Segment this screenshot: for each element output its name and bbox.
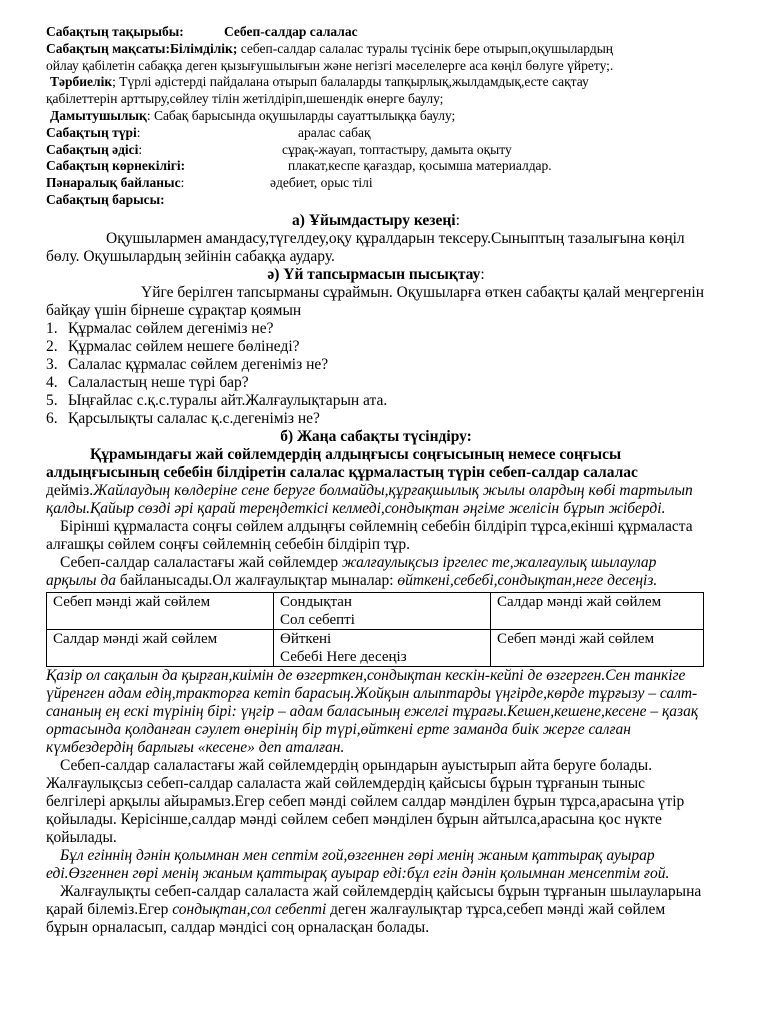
paragraph-4: Жалғаулықты себеп-салдар салаласта жай сөйлемдердің қайсысы бұрын тұрғанын шылауларына қарай білеміз.Егер сондықтан,сол себепті деген жалғаулықтар тұрса,себеп мәнді жай сөйлем бұрын орналасып, салдар мәндісі соң орналасқан болады.: [46, 882, 702, 936]
definition-paragraph: Құрамындағы жай сөйлемдердің алдыңғысы соңғысының немесе соңғысы алдыңғысының себебін білдіретін салалас құрмаластың түрін себеп-салдар салалас дейміз.Жайлаудың көлдеріне сене беруге болмайды,құрғақшылық жылы олардың көбі тартылып қалды.Қайыр сөзді әрі қарай тереңдеткісі келмеді,сондықтан әңгіме желісін бұрып жіберді.: [46, 445, 693, 517]
topic-value: Себеп-салдар салалас: [224, 24, 358, 39]
table-cell: Себеп мәнді жай сөйлем: [491, 629, 704, 666]
method-row: Сабақтың әдісі: сұрақ-жауап, топтастыру, дамыта оқыту: [46, 141, 512, 157]
method-label: Сабақтың әдісі: [46, 141, 139, 157]
type-row: Сабақтың түрі: аралас сабақ: [46, 124, 371, 140]
developing-text: : Сабақ барысында оқушыларды сауаттылыққа баулу;: [146, 107, 456, 123]
goal-label: Сабақтың мақсаты:Білімділік;: [46, 40, 238, 56]
homework-questions: [46, 320, 706, 428]
table-cell: Себеп мәнді жай сөйлем: [47, 592, 274, 629]
visual-label: Сабақтың көрнекілігі:: [46, 158, 186, 174]
table-cell: Салдар мәнді жай сөйлем: [491, 592, 704, 629]
type-label: Сабақтың түрі: [46, 124, 137, 140]
visual-row: [46, 158, 706, 175]
example-1: Жайлаудың көлдеріне сене беруге болмайды,құрғақшылық жылы олардың көбі тартылып қалды.Қайыр сөзді әрі қарай тереңдеткісі келмеді,сондықтан әңгіме желісін бұрып жіберді.: [46, 481, 693, 517]
list-item: 6. Қарсылықты салалас қ.с.дегеніміз не?: [46, 409, 320, 427]
section-b-title: б) Жаңа сабақты түсіндіру:: [280, 427, 472, 445]
upbringing-label: Тәрбиелік: [50, 74, 113, 90]
example-3: Бұл егіннің дәнін қолымнан мен септім ғой,өзгеннен гөрі менің жаным қаттырақ ауырар еді.Өзгеннен гөрі менің жаным қаттырақ ауырар еді:бұл егін дәнін қолымнан менсептім ғой.: [46, 846, 670, 882]
list-item: 3. Салалас құрмалас сөйлем дегеніміз не?: [46, 355, 329, 373]
upbringing-row-2: [46, 91, 706, 108]
table-cell: Салдар мәнді жай сөйлем: [47, 629, 274, 666]
paragraph-1: Бірінші құрмаласта соңғы сөйлем алдыңғы сөйлемнің себебін білдіріп тұрса,екінші құрмаласта алғашқы сөйлем соңғы сөйлемнің себебін білдіріп тұр.: [46, 517, 693, 553]
list-item: 1. Құрмалас сөйлем дегеніміз не?: [46, 319, 274, 337]
type-value: аралас сабақ: [298, 124, 371, 140]
table-cell: Өйткені Себебі Неге десеңіз: [274, 629, 491, 666]
method-value: сұрақ-жауап, топтастыру, дамыта оқыту: [282, 141, 512, 157]
list-item: 5. Ыңғайлас с.қ.с.туралы айт.Жалғаулықтарын ата.: [46, 391, 388, 409]
link-row: Пәнаралық байланыс: әдебиет, орыс тілі: [46, 175, 373, 191]
conjunction-table: [46, 592, 704, 667]
link-label: Пәнаралық байланыс: [46, 175, 181, 191]
paragraph-2: Себеп-салдар салаластағы жай сөйлемдер жалғаулықсыз іргелес те,жалғаулық шылаулар арқылы да байланысады.Ол жалғаулықтар мыналар: өйткені,себебі,сондықтан,неге десеңіз.: [46, 553, 658, 589]
topic-row: [46, 24, 706, 41]
topic-label: Сабақтың тақырыбы:: [46, 24, 184, 39]
goal-text: себеп-салдар салалас туралы түсінік бере отырып,оқушылардың: [237, 40, 614, 56]
goal-row: [46, 41, 706, 58]
developing-row: [46, 108, 706, 125]
upbringing-text: ; Түрлі әдістерді пайдалана отырып балаларды тапқырлық,жылдамдық,есте сақтау: [112, 74, 589, 90]
table-row: [47, 592, 704, 629]
link-value: әдебиет, орыс тілі: [270, 175, 373, 191]
developing-label: Дамытушылық: [50, 107, 147, 123]
section-ae-title: ә) Үй тапсырмасын пысықтау:: [267, 265, 485, 283]
lesson-header: [46, 24, 706, 209]
goal-text-cont: ойлау қабілетін сабаққа деген қызығушылығын және негізгі мәселелерге аса көңіл бөлуге үйрету;.: [46, 57, 614, 73]
section-a-title: а) Ұйымдастыру кезеңі:: [292, 211, 460, 229]
list-item: 4. Салаластың неше түрі бар?: [46, 373, 249, 391]
section-a-text: Оқушылармен амандасу,түгелдеу,оқу құралдарын тексеру.Сыныптың тазалығына көңіл бөлу. Оқушылардың зейінін сабаққа аудару.: [46, 229, 685, 265]
progress-label: Сабақтың барысы:: [46, 191, 165, 207]
list-item: 2. Құрмалас сөйлем нешеге бөлінеді?: [46, 337, 300, 355]
lesson-body: [46, 212, 706, 937]
progress-row: [46, 192, 706, 209]
section-ae-text: Үйге берілген тапсырманы сұраймын. Оқушыларға өткен сабақты қалай меңгергенін байқау үшін бірнеше сұрақтар қоямын: [46, 283, 705, 319]
paragraph-3: Себеп-салдар салаластағы жай сөйлемдердің орындарын ауыстырып айта беруге болады. Жалғаулықсыз себеп-салдар салаласта жай сөйлемдердің қайсысы бұрын тұрғанын тыныс белгілері арқылы айырамыз.Егер себеп мәнді сөйлем салдар мәнділен бұрын тұрса,арасына үтір қойылады. Керісінше,салдар мәнді сөйлем себеп мәнділен бұрын айтылса,арасына қос нүкте қойылады.: [46, 756, 685, 846]
table-cell: Сондықтан Сол себепті: [274, 592, 491, 629]
example-2: Қазір ол сақалын да қырған,киімін де өзгерткен,сондықтан кескін-кейпі де өзгерген.Сен танкіге үйренген адам едің,тракторға кетіп барасың.Жойқын алыптарды үңгірде,көрде тұрғызу – салт-сананың ең ескі түрінің бірі: үңгір – адам баласының ежелгі тұрағы.Кешен,кешене,кесене – қазақ ортасында қолданған сәулет өнерінің бір түрі,өйткені ерте заманда биік жерге салған күмбездердің барлығы «кесене» деп аталған.: [46, 666, 699, 756]
upbringing-text-cont: қабілеттерін арттыру,сөйлеу тілін жетілдіріп,шешендік өнерге баулу;: [46, 91, 444, 107]
table-row: [47, 629, 704, 666]
visual-value: плакат,кеспе қағаздар, қосымша материалдар.: [288, 158, 552, 174]
goal-row-2: [46, 58, 706, 75]
upbringing-row: [46, 74, 706, 91]
